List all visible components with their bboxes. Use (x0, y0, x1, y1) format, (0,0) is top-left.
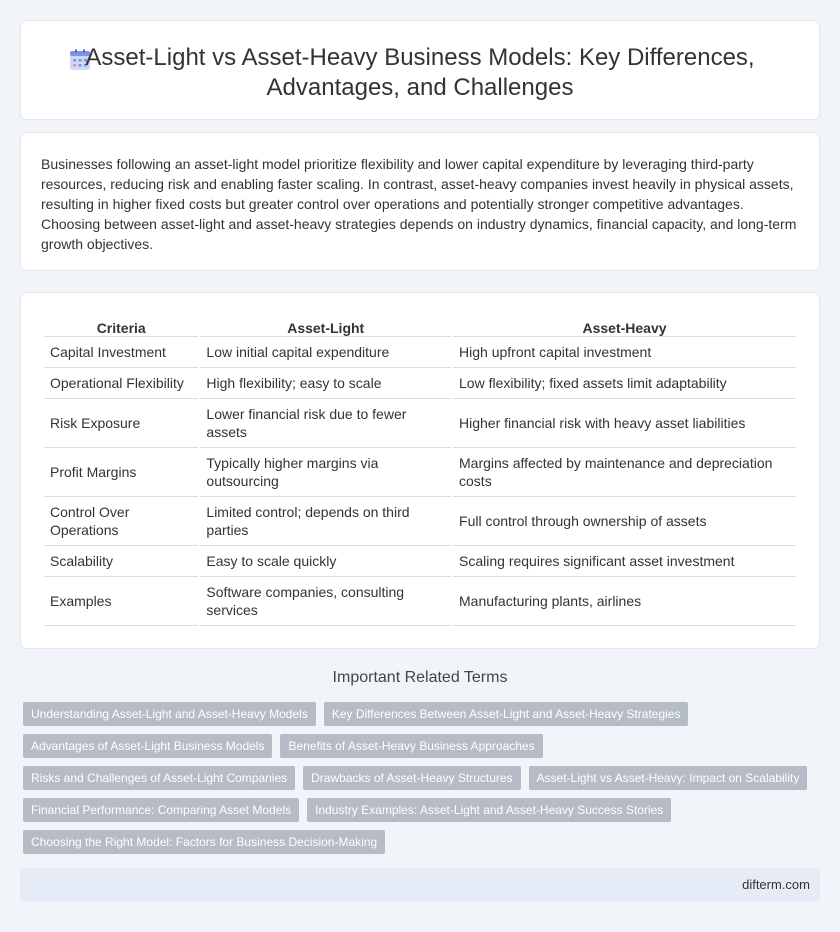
related-term-tag[interactable]: Understanding Asset-Light and Asset-Heavy Models (23, 702, 316, 726)
intro-text: Businesses following an asset-light model prioritize flexibility and lower capital expenditure by leveraging third-party resources, reducing risk and enabling faster scaling. In contrast, asset-heavy companies invest heavily in physical assets, resulting in higher fixed costs but greater control over operations and potentially stronger competitive advantages. Choosing between asset-light and asset-heavy strategies depends on industry dynamics, financial capacity, and long-term growth objectives. (41, 156, 797, 252)
table-cell: Low initial capital expenditure (200, 337, 451, 368)
related-term-tag[interactable]: Key Differences Between Asset-Light and Asset-Heavy Strategies (324, 702, 689, 726)
table-row (44, 546, 796, 577)
table-row (44, 399, 796, 448)
table-cell: Examples (44, 577, 198, 626)
table-header-row (44, 315, 796, 337)
related-term-tag[interactable]: Drawbacks of Asset-Heavy Structures (303, 766, 520, 790)
comparison-table (42, 315, 798, 626)
header-criteria: Criteria (44, 315, 198, 337)
table-cell: High flexibility; easy to scale (200, 368, 451, 399)
footer-brand[interactable]: difterm.com (742, 877, 810, 892)
table-row (44, 368, 796, 399)
related-term-tag[interactable]: Advantages of Asset-Light Business Models (23, 734, 272, 758)
related-term-tag[interactable]: Asset-Light vs Asset-Heavy: Impact on Scalability (529, 766, 808, 790)
related-terms-title: Important Related Terms (332, 669, 508, 686)
table-cell: Scaling requires significant asset investment (453, 546, 796, 577)
table-cell: Easy to scale quickly (200, 546, 451, 577)
table-cell: Scalability (44, 546, 198, 577)
table-cell: Margins affected by maintenance and depreciation costs (453, 448, 796, 497)
table-row (44, 497, 796, 546)
related-term-tag[interactable]: Industry Examples: Asset-Light and Asset-Heavy Success Stories (307, 798, 671, 822)
table-cell: Profit Margins (44, 448, 198, 497)
table-cell: Risk Exposure (44, 399, 198, 448)
table-cell: High upfront capital investment (453, 337, 796, 368)
related-terms-list (23, 702, 813, 862)
table-cell: Low flexibility; fixed assets limit adaptability (453, 368, 796, 399)
table-cell: Typically higher margins via outsourcing (200, 448, 451, 497)
table-cell: Full control through ownership of assets (453, 497, 796, 546)
table-row (44, 337, 796, 368)
header-asset-heavy: Asset-Heavy (453, 315, 796, 337)
table-cell: Capital Investment (44, 337, 198, 368)
table-row (44, 448, 796, 497)
related-term-tag[interactable]: Risks and Challenges of Asset-Light Companies (23, 766, 295, 790)
page-title: Asset-Light vs Asset-Heavy Business Models: Key Differences, Advantages, and Challenges (85, 44, 755, 101)
table-row (44, 577, 796, 626)
table-cell: Operational Flexibility (44, 368, 198, 399)
table-cell: Higher financial risk with heavy asset liabilities (453, 399, 796, 448)
footer (20, 868, 820, 902)
table-cell: Manufacturing plants, airlines (453, 577, 796, 626)
related-term-tag[interactable]: Choosing the Right Model: Factors for Business Decision-Making (23, 830, 385, 854)
table-cell: Control Over Operations (44, 497, 198, 546)
table-cell: Lower financial risk due to fewer assets (200, 399, 451, 448)
related-term-tag[interactable]: Benefits of Asset-Heavy Business Approaches (280, 734, 542, 758)
table-cell: Limited control; depends on third parties (200, 497, 451, 546)
title-card (20, 20, 820, 120)
intro-card (20, 132, 820, 271)
related-term-tag[interactable]: Financial Performance: Comparing Asset Models (23, 798, 299, 822)
header-asset-light: Asset-Light (200, 315, 451, 337)
comparison-table-card (20, 292, 820, 649)
table-cell: Software companies, consulting services (200, 577, 451, 626)
